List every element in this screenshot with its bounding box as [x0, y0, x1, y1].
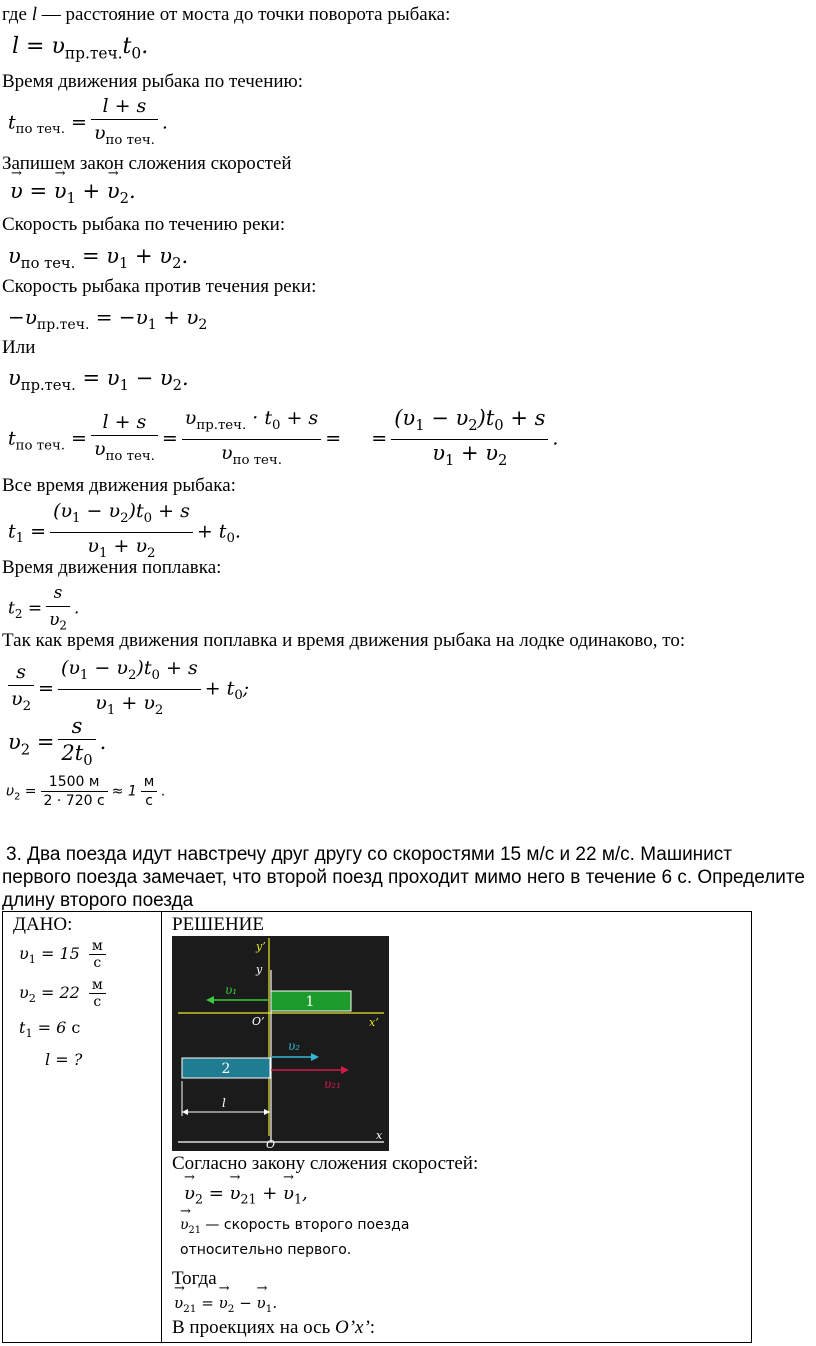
formula-6: $\upsilon_{пр.теч.} = \upsilon_1 - \upsilon_2$. [8, 366, 189, 395]
given-v1: $\upsilon_1 = 15$ $\frac{м}{с}$ [19, 938, 161, 971]
then-text: Тогда [172, 1268, 217, 1290]
text-line-2: Время движения рыбака по течению: [2, 71, 304, 92]
text-line-3: Запишем закон сложения скоростей [2, 153, 292, 174]
y-label: y [256, 963, 263, 976]
x-label: x [376, 1129, 383, 1142]
given-l: l = ? [45, 1050, 83, 1070]
text-line-9: Так как время движения поплавка и время движения рыбака на лодке одинаково, то: [2, 630, 686, 651]
text-line-7: Все время движения рыбака: [2, 475, 236, 496]
given-label: ДАНО: [13, 914, 73, 935]
formula-7: $t_{по теч.}$ = $\frac{l + s}{\upsilon_{по теч.}}$ = $\frac{\upsilon_{пр.теч.} \cdot t_0 + s}{\upsilon_{по теч.}}$ = = $\frac{(\upsilon_1 - \upsilon_2)t_0 + s}{\upsilon_1 + \upsilon_2}$ . [8, 406, 559, 470]
o-label: O [266, 1138, 276, 1151]
train-1-label: 1 [305, 994, 315, 1010]
v21-label: υ₂₁ [324, 1077, 341, 1091]
text-line-6: Или [2, 337, 36, 358]
given-cell [3, 912, 162, 1343]
figure-background [172, 936, 389, 1151]
y-prime-label: y’ [256, 940, 266, 953]
formula-11: $\upsilon_2$ = $\frac{s}{2t_0}$ . [8, 714, 107, 770]
vector-equation-1: → $\upsilon_2$ = → $\upsilon_{21}$ + → $\upsilon_1$, [184, 1183, 751, 1207]
formula-4: $\upsilon_{по теч.} = \upsilon_1 + \upsilon_2$. [8, 244, 189, 273]
given-v2: $\upsilon_2 = 22$ $\frac{м}{с}$ [19, 977, 161, 1010]
projection-prefix: В проекциях на ось [172, 1317, 335, 1339]
formula-3: → υ = → $\upsilon_1$ + → $\upsilon_2$. [10, 179, 136, 207]
projection-axis: O’x’ [334, 1317, 370, 1339]
o-prime-label: O’ [252, 1015, 265, 1028]
l-label: l [222, 1096, 226, 1110]
v1-label: υ₁ [225, 983, 238, 997]
v2-label: υ₂ [288, 1039, 301, 1053]
solution-table [2, 911, 752, 1343]
formula-12: $\upsilon_2$ = $\frac{1500 м}{2 \cdot 720 с}$ ≈ 1 $\frac{м}{с}$ . [6, 774, 166, 809]
formula-8: $t_1$ = $\frac{(\upsilon_1 - \upsilon_2)t_0 + s}{\upsilon_1 + \upsilon_2}$ + $t_0$. [8, 500, 241, 561]
formula-1: $l = \upsilon_{пр.теч.}t_0$. [12, 34, 149, 63]
trains-figure [172, 936, 389, 1151]
given-t1: $t_1 = 6$ с [19, 1018, 81, 1041]
v21-note: → $\upsilon_{21}$ — скорость второго поезда относительно первого. [180, 1215, 751, 1261]
problem-text-1: 3. Два поезда идут навстречу друг другу со скоростями 15 м/с и 22 м/с. Машинист [6, 844, 732, 865]
text-line-8: Время движения поплавка: [2, 557, 222, 578]
formula-5: $-\upsilon_{пр.теч.} = -\upsilon_1 + \upsilon_2$ [8, 305, 208, 333]
train-2-label: 2 [221, 1061, 231, 1077]
x-prime-label: x’ [369, 1016, 379, 1029]
problem-text-2: первого поезда замечает, что второй поезд проходит мимо него в течение 6 с. Определите [2, 867, 805, 888]
formula-9: $t_2$ = $\frac{s}{\upsilon_2}$ . [8, 580, 79, 638]
vector-equation-2: → $\upsilon_{21}$ = → $\upsilon_2$ − → $\upsilon_1$. [174, 1294, 751, 1315]
formula-10: $\frac{s}{\upsilon_2}$ = $\frac{(\upsilon_1 - \upsilon_2)t_0 + s}{\upsilon_1 + \upsilon_2}$ + $t_0$; [8, 655, 249, 724]
solution-label: РЕШЕНИЕ [172, 914, 264, 935]
solution-cell [162, 912, 752, 1343]
projection-text [172, 1317, 751, 1339]
text-line-1: где l — расстояние от моста до точки поворота рыбака: [2, 4, 451, 25]
text-line-5: Скорость рыбака против течения реки: [2, 276, 317, 297]
formula-2: $t_{по теч.}$ = $\frac{l + s}{\upsilon_{по теч.}}$ . [8, 95, 168, 148]
after-figure-text: Согласно закону сложения скоростей: [172, 1153, 479, 1174]
v21-note-line-2: относительно первого. [180, 1242, 352, 1259]
projection-suffix: : [369, 1317, 376, 1339]
text-line-4: Скорость рыбака по течению реки: [2, 214, 286, 235]
problem-text-3: длину второго поезда [2, 890, 194, 911]
